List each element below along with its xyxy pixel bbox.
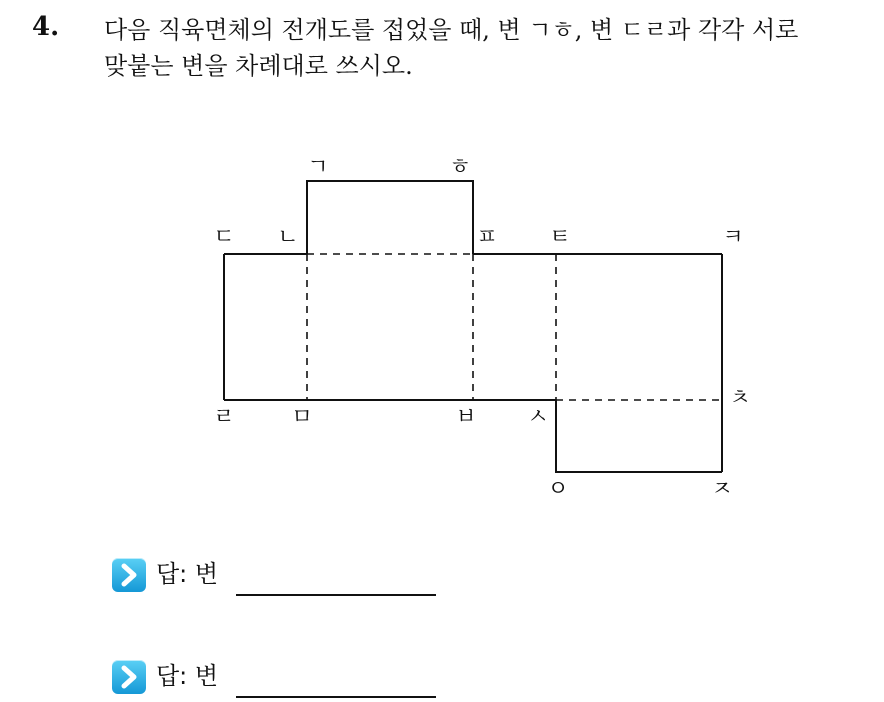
question-text-line1: 다음 직육면체의 전개도를 접었을 때, 변 ㄱㅎ, 변 ㄷㄹ과 각각 서로 <box>104 16 799 44</box>
chevron-right-icon <box>112 660 146 694</box>
vertex-label-r: ㄹ <box>213 405 235 430</box>
vertex-label-m: ㅁ <box>291 405 313 430</box>
bottom-face-outline <box>556 400 722 472</box>
answer-label: 답: 변 <box>156 560 219 588</box>
vertex-label-d: ㄷ <box>213 225 235 250</box>
vertex-label-h: ㅎ <box>449 155 471 180</box>
vertex-label-s: ㅅ <box>527 405 549 430</box>
top-face-outline <box>307 181 473 254</box>
vertex-label-n: ㄴ <box>277 225 299 250</box>
vertex-label-ch: ㅊ <box>729 386 751 411</box>
vertex-label-k: ㅋ <box>722 225 744 250</box>
vertex-label-t: ㅌ <box>549 225 571 250</box>
vertex-label-b: ㅂ <box>455 405 477 430</box>
answer-blank[interactable] <box>236 594 436 596</box>
net-fold-lines <box>307 254 722 400</box>
question-text-line2: 맞붙는 변을 차례대로 쓰시오. <box>104 52 413 80</box>
vertex-label-j: ㅈ <box>711 477 733 502</box>
chevron-right-icon <box>112 558 146 592</box>
vertex-label-g: ㄱ <box>307 155 329 180</box>
question-number: 4. <box>32 12 60 42</box>
answer-blank[interactable] <box>236 696 436 698</box>
vertex-label-p: ㅍ <box>476 225 498 250</box>
answer-label: 답: 변 <box>156 662 219 690</box>
vertex-label-o: ㅇ <box>547 477 569 502</box>
